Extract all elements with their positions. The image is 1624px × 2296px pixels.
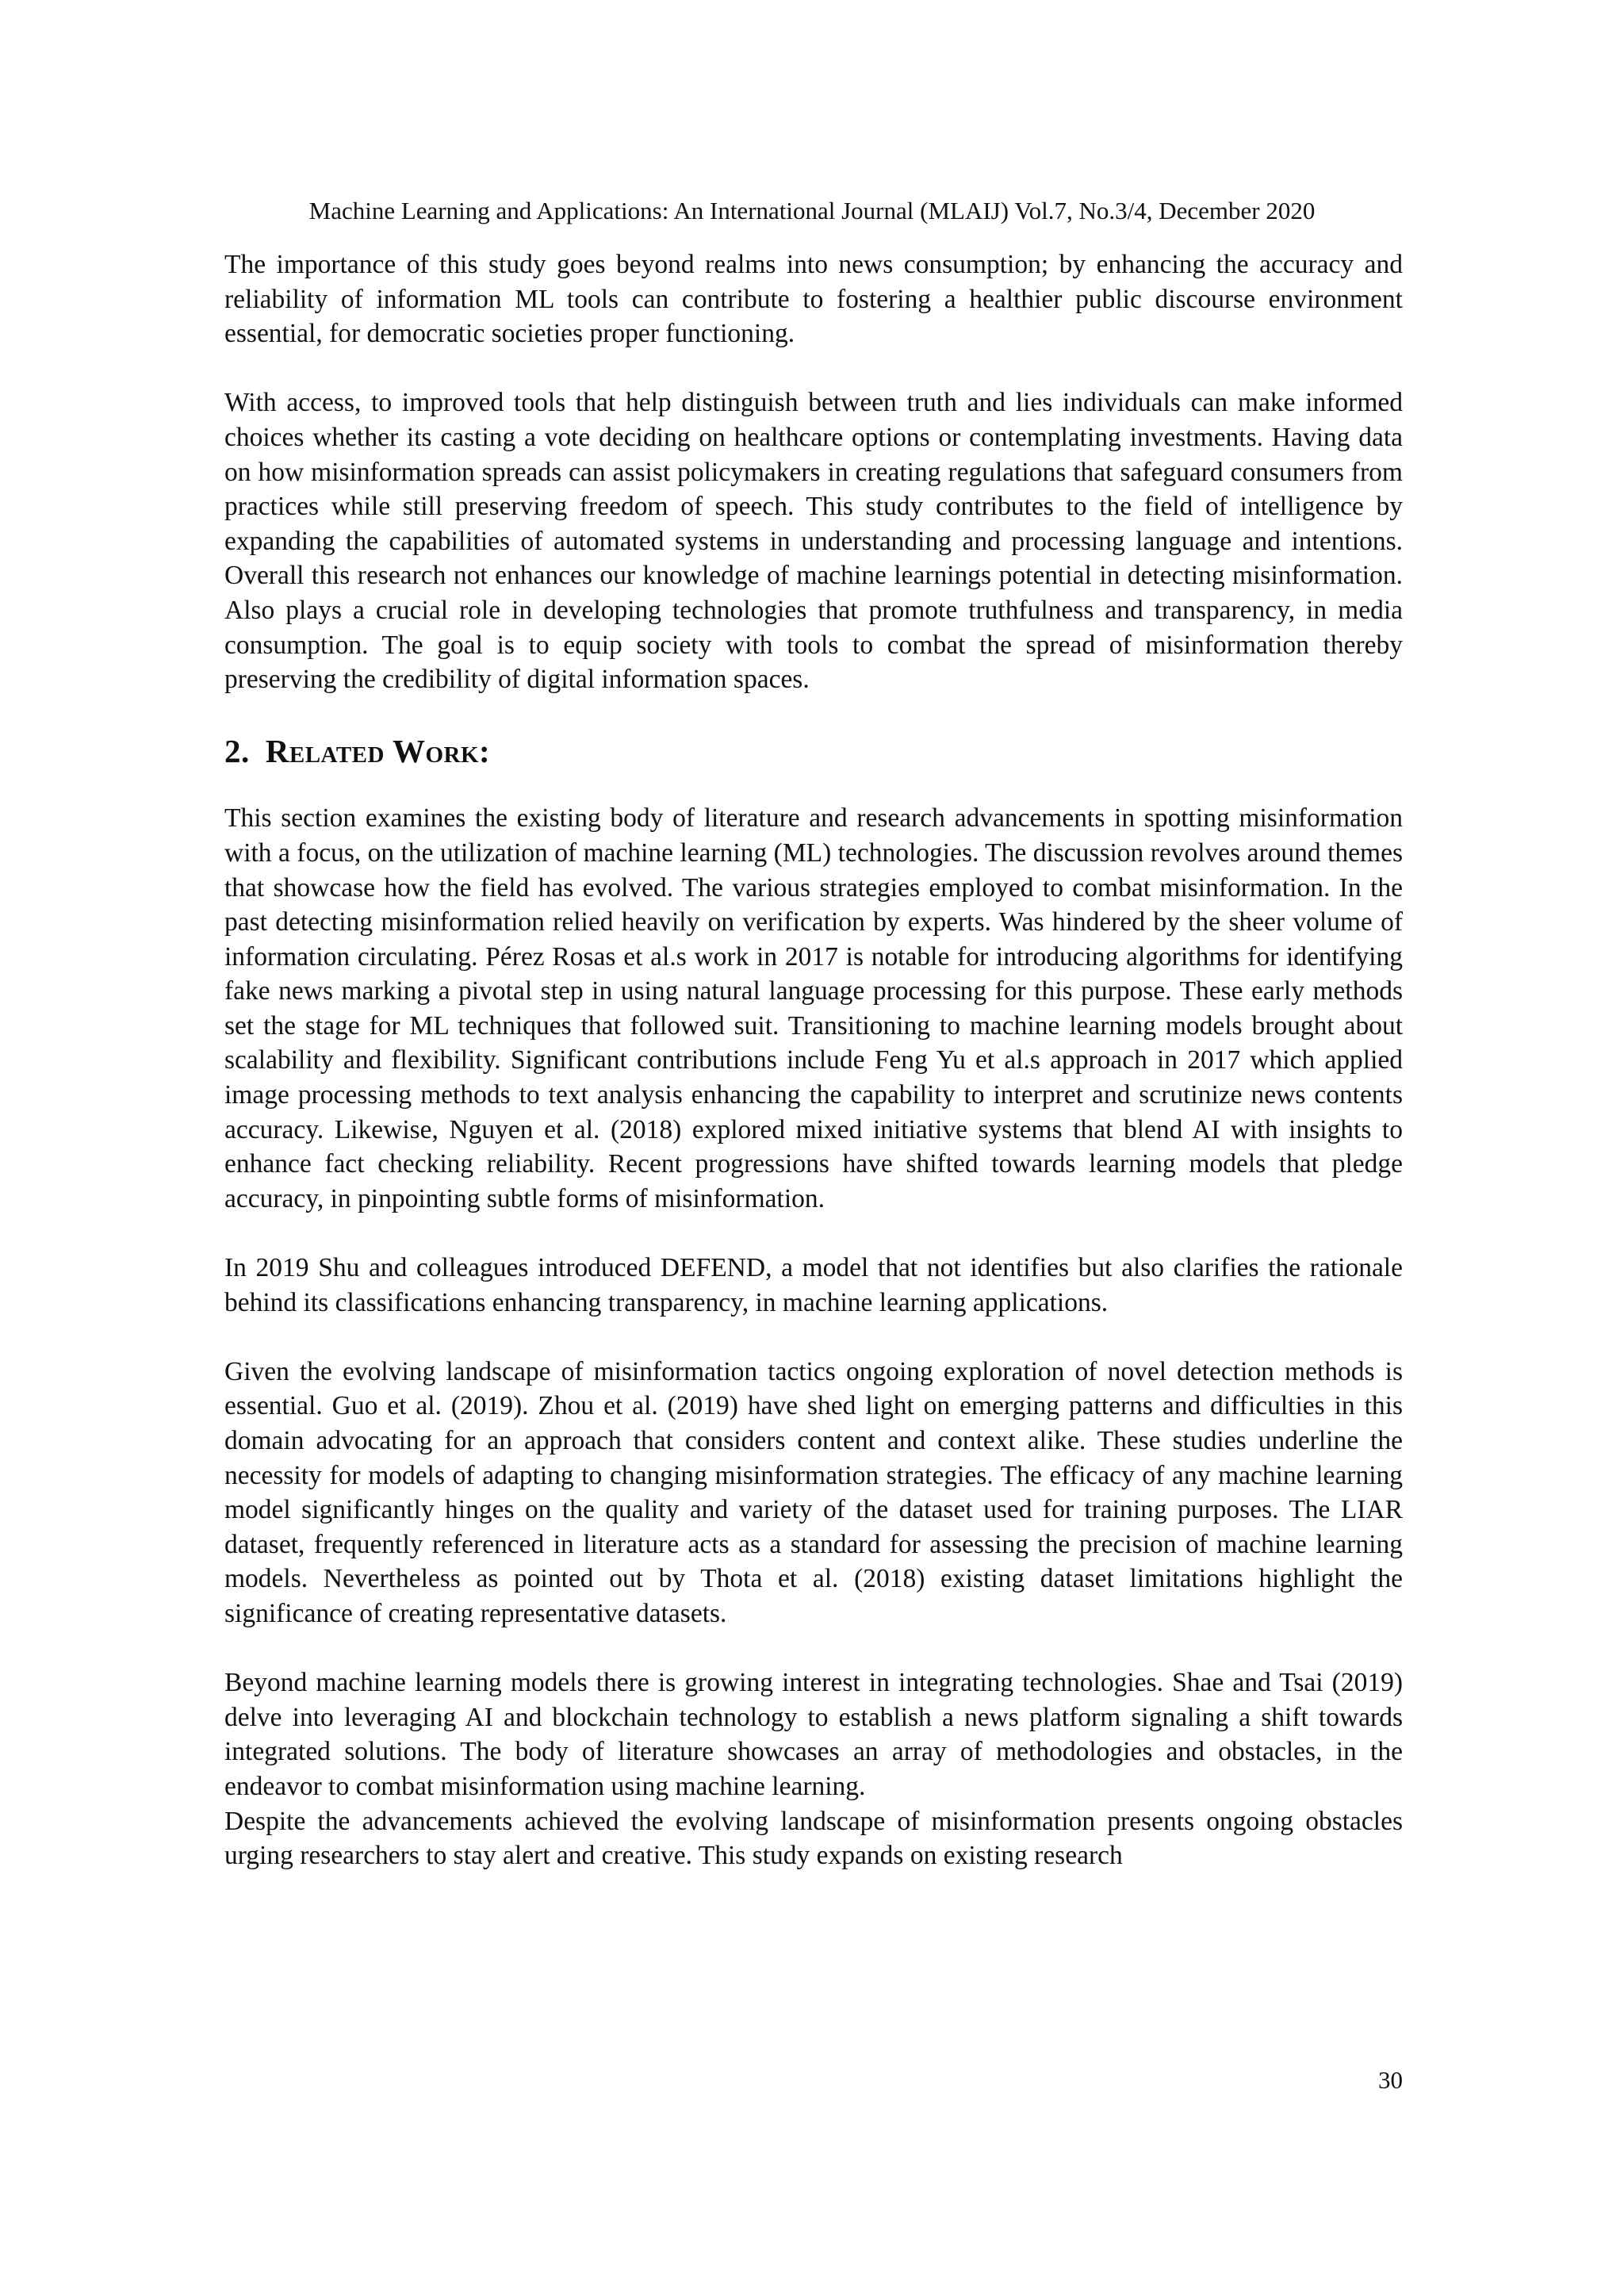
running-header: Machine Learning and Applications: An International Journal (MLAIJ) Vol.7, No.3/4, December 2020 — [308, 197, 1316, 224]
paragraph-access: With access, to improved tools that help distinguish between truth and lies individuals can make informed choices whether its casting a vote deciding on healthcare options or contemplating investments. Having data on how misinformation spreads can assist policymakers in creating regulations that safeguard consumers from practices while still preserving freedom of speech. This study contributes to the field of intelligence by expanding the capabilities of automated systems in understanding and processing language and intentions. Overall this research not enhances our knowledge of machine learnings potential in detecting misinformation. Also plays a crucial role in developing technologies that promote truthfulness and transparency, in media consumption. The goal is to equip society with tools to combat the spread of misinformation thereby preserving the credibility of digital information spaces. — [224, 388, 1403, 695]
paragraph-evolving-landscape: Given the evolving landscape of misinformation tactics ongoing exploration of novel detection methods is essential. Guo et al. (2019). Zhou et al. (2019) have shed light on emerging patterns and difficulties in this domain advocating for an approach that considers content and context alike. These studies underline the necessity for models of adapting to changing misinformation strategies. The efficacy of any machine learning model significantly hinges on the quality and variety of the dataset used for training purposes. The LIAR dataset, frequently referenced in literature acts as a standard for assessing the precision of machine learning models. Nevertheless as pointed out by Thota et al. (2018) existing dataset limitations highlight the significance of creating representative datasets. — [224, 1356, 1403, 1628]
section-number: 2. — [224, 733, 250, 770]
body-text — [224, 247, 1403, 1873]
paragraph-despite-advancements: Despite the advancements achieved the evolving landscape of misinformation presents ongoing obstacles urging researchers to stay alert and creative. This study expands on existing research — [224, 1806, 1403, 1871]
page-number: 30 — [1378, 2066, 1403, 2094]
paragraph-importance: The importance of this study goes beyond realms into news consumption; by enhancing the accuracy and reliability of information ML tools can contribute to fostering a healthier public discourse environment essential, for democratic societies proper functioning. — [224, 250, 1403, 349]
paragraph-beyond-ml: Beyond machine learning models there is growing interest in integrating technologies. Shae and Tsai (2019) delve into leveraging AI and blockchain technology to establish a news platform signaling a shift towards integrated solutions. The body of literature showcases an array of methodologies and obstacles, in the endeavor to combat misinformation using machine learning. — [224, 1668, 1403, 1801]
paragraph-defend: In 2019 Shu and colleagues introduced DEFEND, a model that not identifies but also clarifies the rationale behind its classifications enhancing transparency, in machine learning applications. — [224, 1253, 1403, 1317]
paragraph-literature-overview: This section examines the existing body of literature and research advancements in spotting misinformation with a focus, on the utilization of machine learning (ML) technologies. The discussion revolves around themes that showcase how the field has evolved. The various strategies employed to combat misinformation. In the past detecting misinformation relied heavily on verification by experts. Was hindered by the sheer volume of information circulating. Pérez Rosas et al.s work in 2017 is notable for introducing algorithms for identifying fake news marking a pivotal step in using natural language processing for this purpose. These early methods set the stage for ML techniques that followed suit. Transitioning to machine learning models brought about scalability and flexibility. Significant contributions include Feng Yu et al.s approach in 2017 which applied image processing methods to text analysis enhancing the capability to interpret and scrutinize news contents accuracy. Likewise, Nguyen et al. (2018) explored mixed initiative systems that blend AI with insights to enhance fact checking reliability. Recent progressions have shifted towards learning models that pledge accuracy, in pinpointing subtle forms of misinformation. — [224, 803, 1403, 1213]
section-title: Related Work: — [265, 733, 491, 770]
section-heading — [224, 731, 1403, 771]
